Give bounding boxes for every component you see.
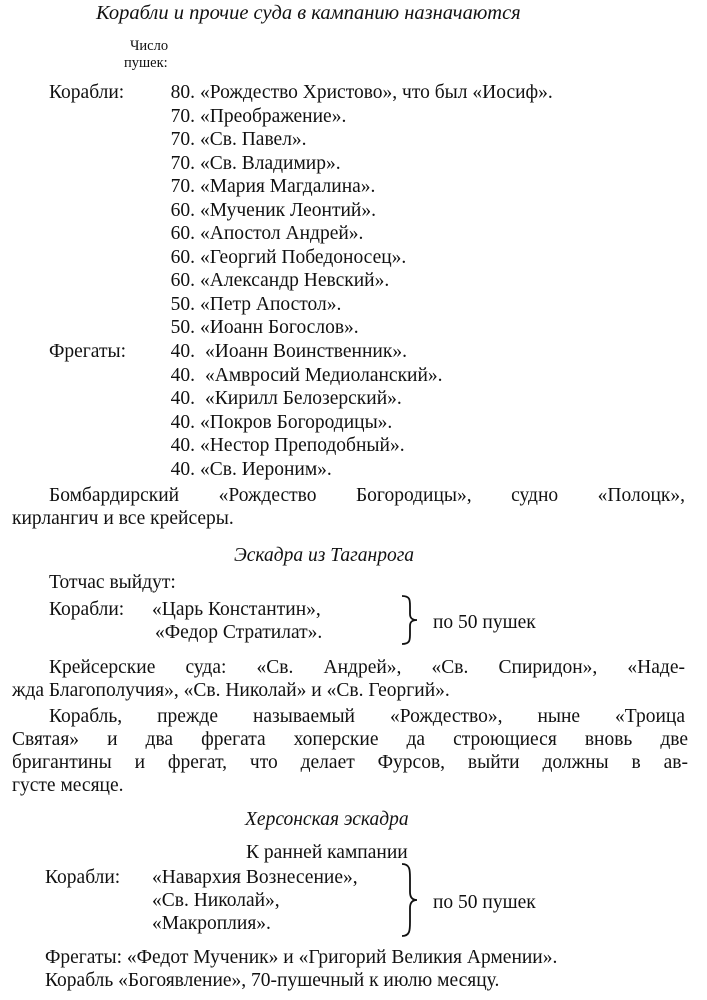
- guns-count: 60.: [170, 270, 195, 291]
- guns-count: 40.: [170, 364, 195, 386]
- guns-count: 60.: [170, 223, 195, 244]
- ship-name: «Александр Невский».: [200, 270, 390, 291]
- ship-name: «Георгий Победоносец».: [200, 246, 407, 268]
- kherson-frigates: Фрегаты: «Федот Мученик» и «Григорий Великия Армении».: [45, 947, 558, 968]
- guns-count: 70.: [170, 129, 195, 150]
- taganrog-ship-2: «Федор Стратилат».: [155, 622, 323, 643]
- ship-name: «Мария Магдалина».: [200, 176, 376, 197]
- kherson-heading: Херсонская эскадра: [245, 809, 409, 830]
- bombard-line-2: кирлангич и все крейсеры.: [12, 508, 234, 529]
- cruisers-line-2: жда Благополучия», «Св. Николай» и «Св. Георгий».: [12, 680, 450, 701]
- ship-name: «Нестор Преподобный».: [200, 435, 405, 456]
- taganrog-intro: Тотчас выйдут:: [49, 572, 176, 593]
- taganrog-ship-1: «Царь Константин»,: [152, 599, 321, 620]
- ship-name: «Св. Иероним».: [200, 458, 332, 480]
- frigates-label: Фрегаты:: [49, 341, 127, 362]
- trinity-line-4: густе месяце.: [12, 775, 124, 796]
- guns-count: 70.: [170, 176, 195, 197]
- guns-count: 60.: [170, 199, 195, 221]
- ship-name: «Петр Апостол».: [200, 293, 342, 315]
- bombard-line-1: Бомбардирский «Рождество Богородицы», судно «Полоцк»,: [49, 485, 685, 506]
- trinity-line-2: Святая» и два фрегата хоперские да строющиеся вновь две: [12, 729, 688, 750]
- kherson-ship-2: «Св. Николай»,: [152, 890, 280, 911]
- guns-count: 50.: [170, 317, 195, 338]
- guns-column-header-1: Число: [130, 38, 169, 54]
- taganrog-ships-label: Корабли:: [49, 599, 125, 620]
- ship-name: «Кирилл Белозерский».: [205, 388, 402, 409]
- ship-name: «Апостол Андрей».: [200, 223, 364, 244]
- guns-count: 40.: [170, 388, 195, 409]
- kherson-brace: [398, 862, 420, 938]
- taganrog-brace: [398, 594, 420, 646]
- kherson-subheading: К ранней кампании: [246, 842, 408, 863]
- ship-name: «Рождество Христово», что был «Иосиф».: [200, 82, 553, 103]
- kherson-ship-3: «Макроплия».: [152, 913, 271, 934]
- guns-count: 50.: [170, 293, 195, 315]
- ship-name: «Амвросий Медиоланский».: [205, 364, 443, 386]
- guns-count: 80.: [170, 82, 195, 103]
- kherson-guns-note: по 50 пушек: [433, 892, 536, 913]
- guns-column-header-2: пушек:: [124, 55, 168, 71]
- main-heading: Корабли и прочие суда в кампанию назначаются: [96, 2, 521, 24]
- guns-count: 40.: [170, 341, 195, 362]
- guns-count: 40.: [170, 435, 195, 456]
- guns-count: 60.: [170, 246, 195, 268]
- ship-name: «Св. Павел».: [200, 129, 307, 150]
- taganrog-guns-note: по 50 пушек: [433, 612, 536, 633]
- kherson-ship-1: «Навархия Вознесение»,: [152, 867, 358, 888]
- ships-label: Корабли:: [49, 82, 125, 103]
- ship-name: «Св. Владимир».: [200, 152, 341, 174]
- ship-name: «Преображение».: [200, 105, 347, 127]
- guns-count: 70.: [170, 105, 195, 127]
- kherson-last-line: Корабль «Богоявление», 70-пушечный к июлю месяцу.: [45, 970, 500, 991]
- ship-name: «Покров Богородицы».: [200, 411, 393, 433]
- cruisers-line-1: Крейсерские суда: «Св. Андрей», «Св. Спиридон», «Наде-: [49, 657, 685, 678]
- taganrog-heading: Эскадра из Таганрога: [234, 545, 415, 566]
- ship-name: «Иоанн Воинственник».: [205, 341, 407, 362]
- trinity-line-1: Корабль, прежде называемый «Рождество», ныне «Троица: [49, 706, 685, 727]
- guns-count: 70.: [170, 152, 195, 174]
- ship-name: «Мученик Леонтий».: [200, 199, 376, 221]
- ship-name: «Иоанн Богослов».: [200, 317, 359, 338]
- kherson-ships-label: Корабли:: [45, 867, 121, 888]
- guns-count: 40.: [170, 458, 195, 480]
- trinity-line-3: бригантины и фрегат, что делает Фурсов, выйти должны в ав-: [12, 752, 688, 773]
- guns-count: 40.: [170, 411, 195, 433]
